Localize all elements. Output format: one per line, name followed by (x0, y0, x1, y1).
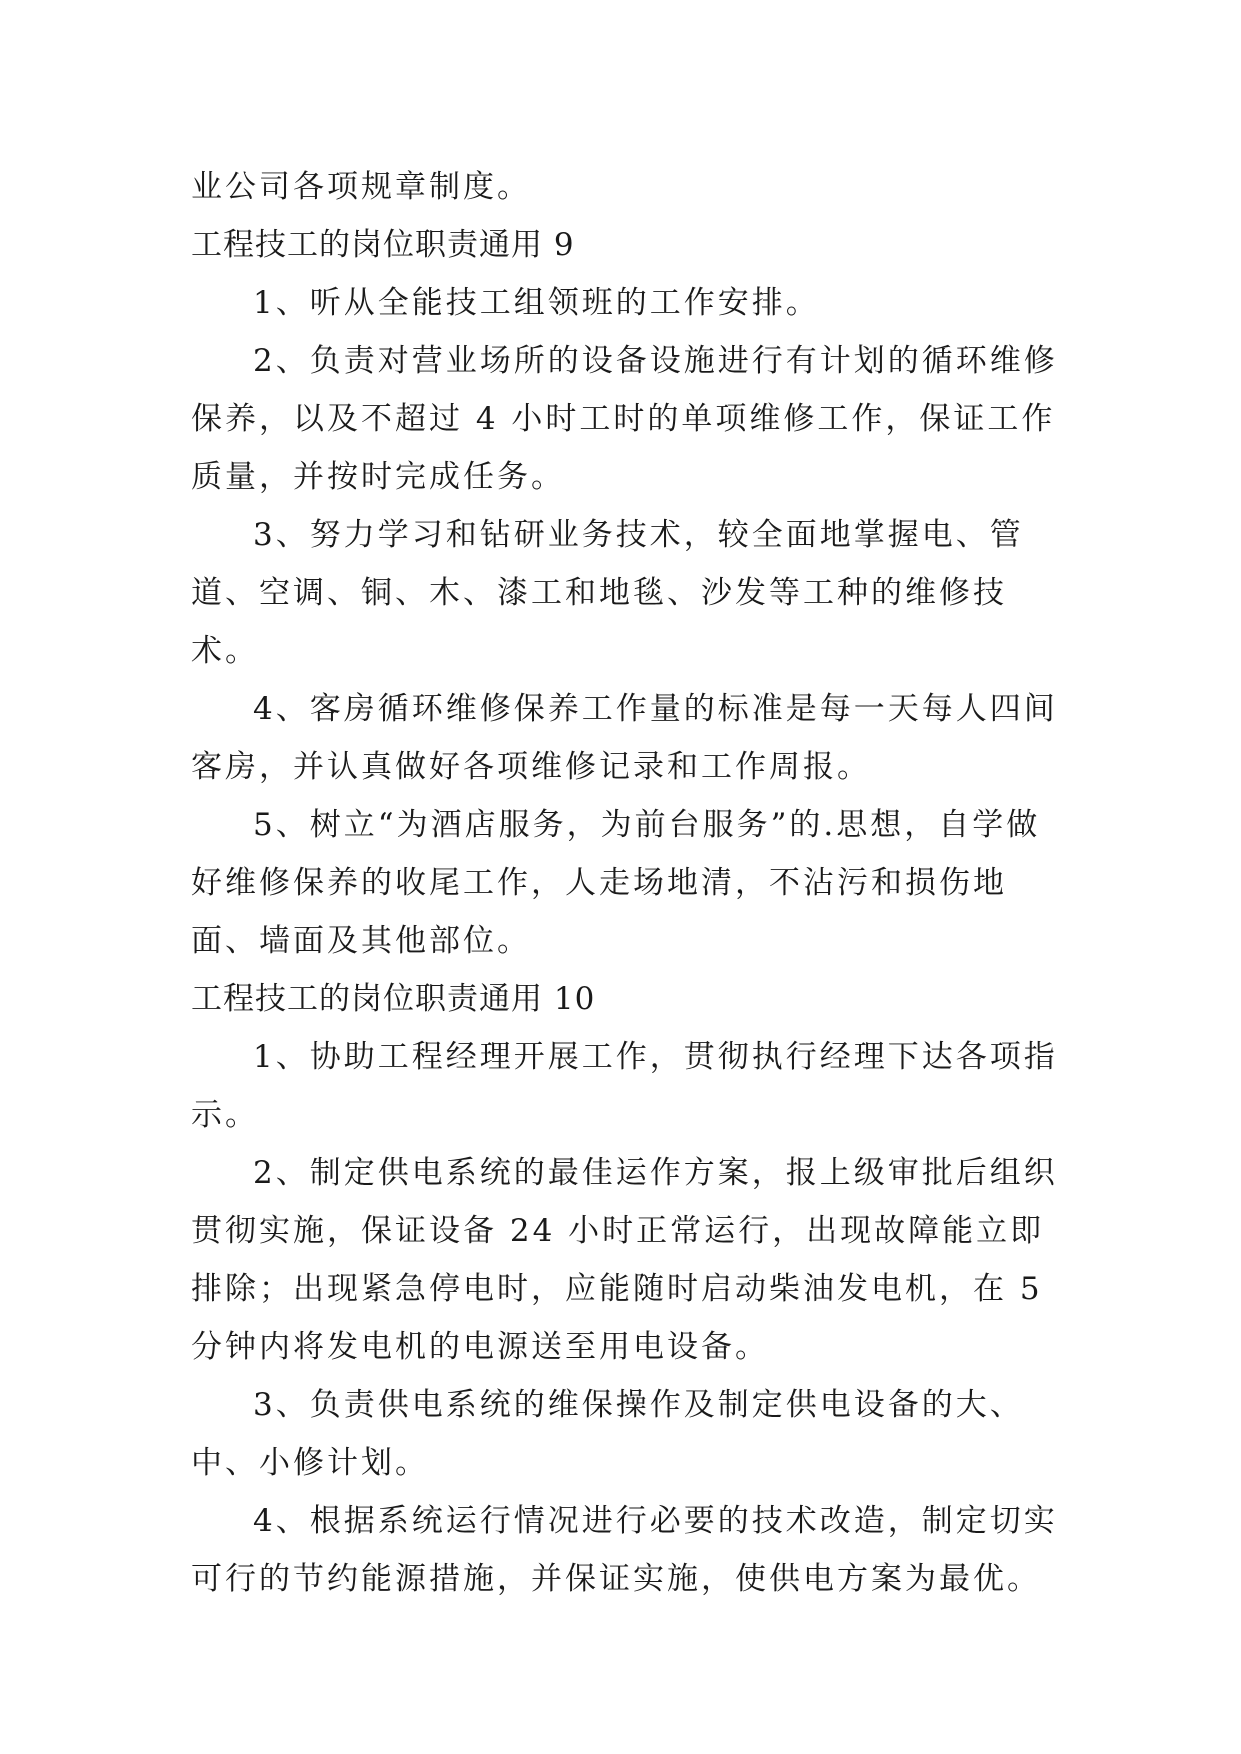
section-9-item-2: 2、负责对营业场所的设备设施进行有计划的循环维修保养，以及不超过 4 小时工时的单项维修工作，保证工作质量，并按时完成任务。 (191, 343, 1058, 495)
section-9-item-3: 3、努力学习和钻研业务技术，较全面地掌握电、管道、空调、铜、木、漆工和地毯、沙发等工种的维修技术。 (191, 517, 1024, 669)
section-9-item-5: 5、树立“为酒店服务，为前台服务”的.思想，自学做好维修保养的收尾工作，人走场地清，不沾污和损伤地面、墙面及其他部位。 (191, 807, 1041, 959)
section-heading-9: 工程技工的岗位职责通用 9 (191, 227, 575, 263)
paragraph-continuation: 业公司各项规章制度。 (191, 169, 531, 205)
section-10-item-1: 1、协助工程经理开展工作，贯彻执行经理下达各项指示。 (191, 1039, 1058, 1133)
section-10-item-3: 3、负责供电系统的维保操作及制定供电设备的大、中、小修计划。 (191, 1387, 1024, 1481)
section-10-item-4: 4、根据系统运行情况进行必要的技术改造，制定切实可行的节约能源措施，并保证实施，使供电方案为最优。 (191, 1503, 1058, 1597)
section-9-item-4: 4、客房循环维修保养工作量的标准是每一天每人四间客房，并认真做好各项维修记录和工作周报。 (191, 691, 1058, 785)
section-9-item-1: 1、听从全能技工组领班的工作安排。 (253, 285, 820, 321)
section-heading-10: 工程技工的岗位职责通用 10 (191, 981, 596, 1017)
document-page (191, 158, 1061, 1608)
section-10-item-2: 2、制定供电系统的最佳运作方案，报上级审批后组织贯彻实施，保证设备 24 小时正常运行，出现故障能立即排除；出现紧急停电时，应能随时启动柴油发电机，在 5 分钟内将发电机的电源送至用电设备。 (191, 1155, 1058, 1365)
